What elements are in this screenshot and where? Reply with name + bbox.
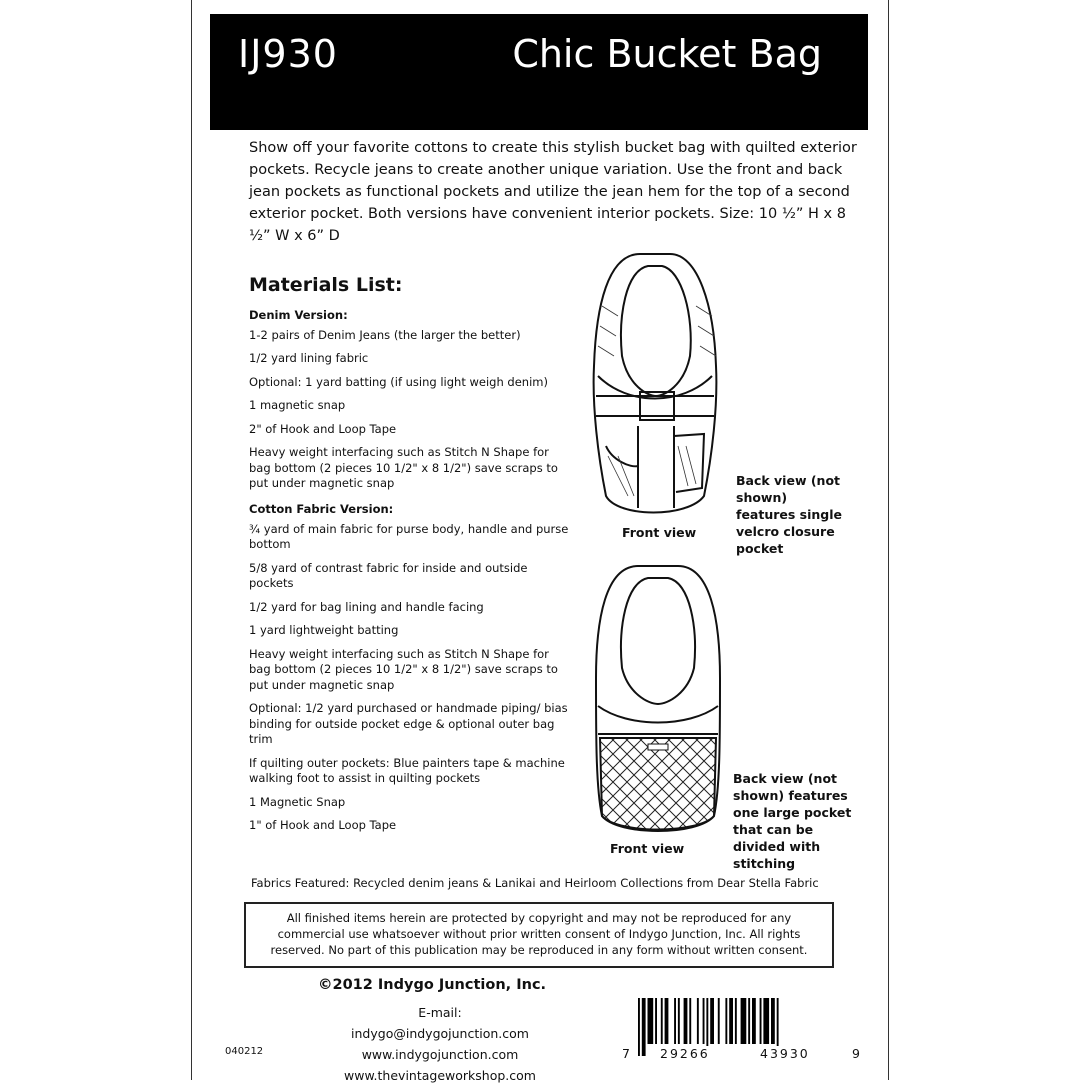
barcode-bar	[729, 998, 733, 1044]
cotton-material-item: If quilting outer pockets: Blue painters tape & machine walking foot to assist in quilting pockets	[249, 755, 565, 785]
denim-material-item: Optional: 1 yard batting (if using light weigh denim)	[249, 374, 548, 389]
denim-back-view-note: Back view (not shown) features single velcro closure pocket	[736, 473, 842, 556]
denim-bag-illustration	[578, 246, 733, 526]
cotton-material-item: 1/2 yard for bag lining and handle facing	[249, 599, 484, 614]
cotton-material-item: 1 Magnetic Snap	[249, 794, 346, 809]
cotton-material-item: 1 yard lightweight batting	[249, 623, 399, 637]
barcode-bar	[689, 998, 691, 1044]
barcode-bar	[642, 998, 646, 1056]
denim-material-item: 2" of Hook and Loop Tape	[249, 421, 397, 436]
item-code: 040212	[225, 1046, 264, 1057]
copyright-line: ©2012 Indygo Junction, Inc.	[318, 977, 547, 993]
barcode-bar	[638, 998, 640, 1056]
contact-block	[330, 1002, 550, 1086]
cotton-material-item: 1" of Hook and Loop Tape	[249, 818, 397, 832]
cotton-back-view-note: Back view (not shown) features one large pocket that can be divided with stitching	[733, 771, 852, 871]
fabrics-featured: Fabrics Featured: Recycled denim jeans & Lanikai and Heirloom Collections from Dear Stella Fabric	[251, 876, 819, 890]
denim-material-item: Heavy weight interfacing such as Stitch N Shape for bag bottom (2 pieces 10 1/2" x 8 1/2") save scraps to put under magnetic snap	[249, 445, 558, 490]
barcode-bar	[710, 998, 714, 1044]
barcode-bar	[684, 998, 688, 1044]
barcode-bar	[741, 998, 747, 1044]
website-link-indygo[interactable]: www.indygojunction.com	[361, 1047, 519, 1062]
barcode-bar	[674, 998, 676, 1044]
cotton-front-view-caption: Front view	[610, 841, 685, 856]
barcode-bar	[661, 998, 663, 1044]
barcode-bar	[748, 998, 750, 1044]
barcode-bar	[703, 998, 705, 1044]
denim-materials	[249, 308, 569, 500]
title-banner	[210, 14, 868, 130]
barcode-bar	[725, 998, 727, 1044]
cotton-material-item: Heavy weight interfacing such as Stitch N Shape for bag bottom (2 pieces 10 1/2" x 8 1/2") save scraps to put under magnetic snap	[249, 646, 558, 692]
barcode-digits-right: 43930	[760, 1046, 810, 1061]
barcode-bar	[735, 998, 737, 1044]
email-link[interactable]: E-mail: indygo@indygojunction.com	[351, 1005, 529, 1041]
denim-material-item: 1-2 pairs of Denim Jeans (the larger the better)	[249, 327, 521, 342]
barcode-digit-lead: 7	[622, 1046, 632, 1061]
barcode-bar	[718, 998, 720, 1044]
cotton-material-item: ¾ yard of main fabric for purse body, handle and purse bottom	[249, 521, 569, 551]
cotton-materials	[249, 502, 569, 842]
denim-material-item: 1/2 yard lining fabric	[249, 351, 369, 365]
pattern-code: IJ930	[238, 32, 338, 76]
cotton-material-item: Optional: 1/2 yard purchased or handmade piping/ bias binding for outside pocket edge & optional outer bag trim	[249, 701, 568, 746]
barcode-bar	[771, 998, 775, 1044]
copyright-notice: All finished items herein are protected by copyright and may not be reproduced for any commercial use whatsoever without prior written consent of Indygo Junction, Inc. All rights reserved. No part of this publication may be reproduced in any form without written consent.	[244, 902, 834, 968]
barcode-bar	[760, 998, 762, 1044]
cotton-heading: Cotton Fabric Version:	[249, 502, 394, 516]
barcode-bar	[752, 998, 756, 1044]
materials-heading: Materials List:	[249, 274, 403, 296]
denim-material-item: 1 magnetic snap	[249, 398, 346, 412]
barcode-bar	[655, 998, 657, 1044]
barcode-bar	[665, 998, 669, 1044]
barcode-bar	[678, 998, 680, 1044]
cotton-material-item: 5/8 yard of contrast fabric for inside and outside pockets	[249, 560, 528, 590]
barcode-bar	[697, 998, 699, 1044]
denim-front-view-caption: Front view	[622, 525, 697, 540]
cotton-bag-illustration	[578, 558, 738, 840]
denim-heading: Denim Version:	[249, 308, 348, 322]
website-link-vintage[interactable]: www.thevintageworkshop.com	[344, 1068, 536, 1083]
pattern-title: Chic Bucket Bag	[512, 32, 822, 76]
barcode-digit-tail: 9	[852, 1046, 862, 1061]
barcode-bar	[763, 998, 769, 1044]
barcode-bar	[648, 998, 654, 1044]
barcode-digits-left: 29266	[660, 1046, 710, 1061]
intro-text: Show off your favorite cottons to create this stylish bucket bag with quilted exterior pockets. Recycle jeans to create another unique variation. Use the front and back jean pockets as functional pockets and utilize the jean hem for the top of a second exterior pocket. Both versions have convenient interior pockets. Size: 10 ½” H x 8 ½” W x 6” D	[249, 140, 857, 244]
